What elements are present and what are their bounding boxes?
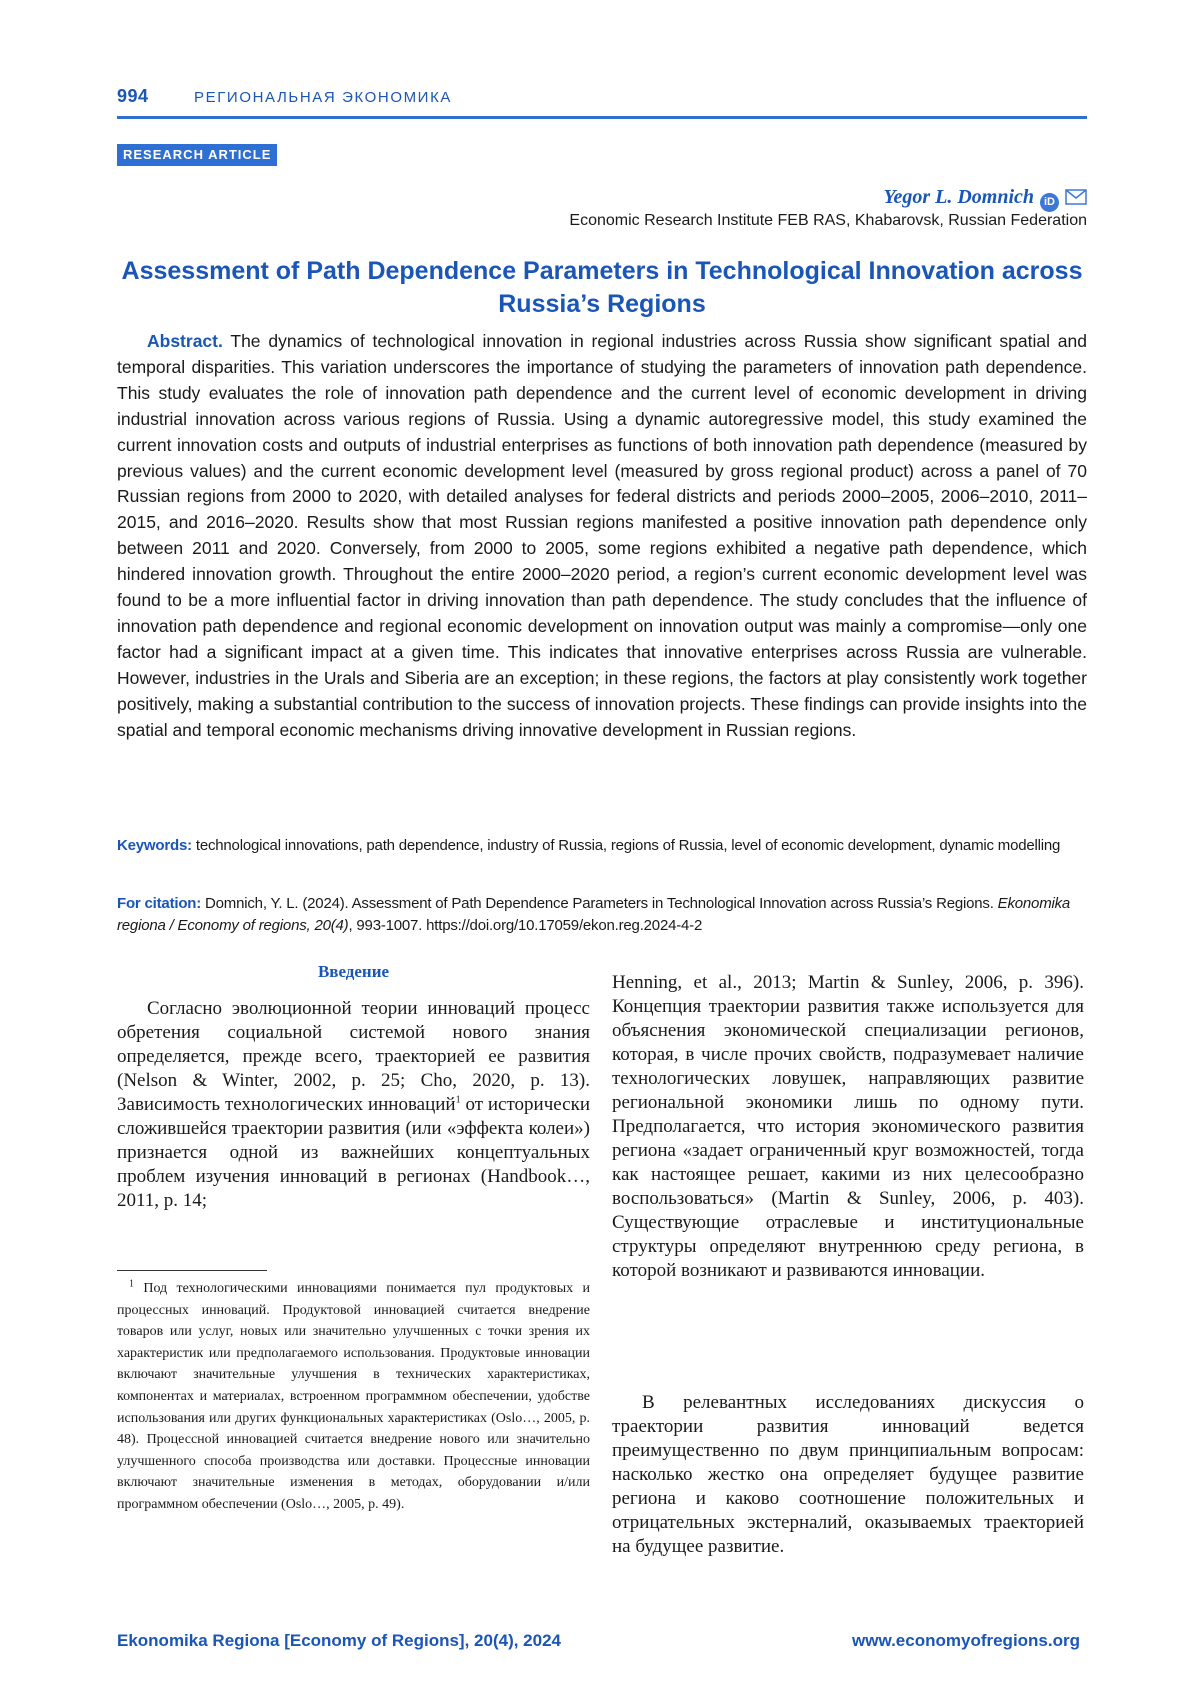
citation-label: For citation: — [117, 895, 202, 912]
citation — [117, 893, 1087, 937]
citation-text: Domnich, Y. L. (2024). Assessment of Path Dependence Parameters in Technological Innovation across Russia’s Regions. — [205, 895, 994, 912]
abstract-text: The dynamics of technological innovation in regional industries across Russia show significant spatial and temporal disparities. This variation underscores the importance of studying the parameters of innovation path dependence. This study evaluates the role of innovation path dependence and the current level of economic development in driving industrial innovation across various regions of Russia. Using a dynamic autoregressive model, this study examined the current innovation costs and outputs of industrial enterprises as functions of both innovation path dependence (measured by previous values) and the current economic development level (measured by gross regional product) across a panel of 70 Russian regions from 2000 to 2020, with detailed analyses for federal districts and periods 2000–2005, 2006–2010, 2011–2015, and 2016–2020. Results show that most Russian regions manifested a positive innovation path dependence only between 2011 and 2020. Conversely, from 2000 to 2005, some regions exhibited a negative path dependence, which hindered innovation growth. Throughout the entire 2000–2020 period, a region’s current economic development level was found to be a more influential factor in driving innovation than path dependence. The study concludes that the influence of innovation path dependence and regional economic development on innovation output was mainly a compromise—only one factor had a significant impact at a given time. This indicates that innovative enterprises across Russia are vulnerable. However, industries in the Urals and Siberia are an exception; in these regions, the factors at play consistently work together positively, making a substantial contribution to the success of innovation projects. These findings can provide insights into the spatial and temporal economic mechanisms driving innovative development in Russian regions. — [117, 331, 1087, 740]
keywords — [117, 835, 1087, 857]
page-number: 994 — [117, 86, 149, 106]
body-paragraph-cont: от исторически сложившейся траектории развития (или «эффекта колеи») признается одной из важнейших концептуальных проблем изучения инноваций в регионах (Handbook…, 2011, p. 14; — [117, 1094, 590, 1211]
journal-running-head: РЕГИОНАЛЬНАЯ ЭКОНОМИКА — [194, 89, 453, 106]
citation-doi[interactable]: , 993-1007. https://doi.org/10.17059/ekon.reg.2024-4-2 — [348, 917, 703, 934]
abstract — [117, 329, 1087, 744]
citation-journal: Ekonomika regiona / Economy of regions, 20(4) — [117, 895, 1071, 934]
body-paragraph: Согласно эволюционной теории инноваций процесс обретения социальной системой нового знания определяется, прежде всего, траекторией ее развития (Nelson & Winter, 2002, p. 25; Cho, 2020, p. 13). Зависимость технологических инноваций — [117, 998, 590, 1115]
section-heading: Введение — [317, 962, 390, 981]
footnote-number: 1 — [129, 1278, 134, 1290]
orcid-icon[interactable]: iD — [1040, 193, 1059, 212]
body-column-right-paragraph-1: Henning, et al., 2013; Martin & Sunley, 2006, p. 396). Концепция траектории развития также используется для объяснения экономической специализации регионов, которая, в числе прочих свойств, подразумевает наличие технологических ловушек, направляющих развитие региональной экономики лишь по одному пути. Предполагается, что история экономического развития региона «задает ограниченный круг возможностей, тогда как настоящее решает, какими из них целесообразно воспользоваться» (Martin & Sunley, 2006, p. 403). Существующие отраслевые и институциональные структуры определяют внутреннюю среду региона, в которой возникают и развиваются инновации. — [612, 972, 1084, 1281]
header-rule — [117, 116, 1087, 119]
footnote-marker[interactable]: 1 — [455, 1094, 461, 1106]
article-title: Assessment of Path Dependence Parameters in Technological Innovation across Russia’s Regions — [121, 257, 1083, 318]
body-column-right-paragraph-2: В релевантных исследованиях дискуссия о траектории развития инноваций ведется преимущественно по двум принципиальным вопросам: насколько жестко она определяет будущее развитие региона и каково соотношение положительных и отрицательных экстерналий, оказываемых траекторией на будущее развитие. — [612, 1392, 1084, 1557]
keywords-label: Keywords: — [117, 837, 192, 854]
article-type-badge: RESEARCH ARTICLE — [117, 144, 277, 166]
footnote — [117, 1278, 590, 1516]
abstract-label: Abstract. — [147, 331, 223, 351]
footnote-text: Под технологическими инновациями понимается пул продуктовых и процессных инноваций. Продуктовой инновацией считается внедрение товаров или услуг, новых или значительно улучшенных с точки зрения их характеристик или предполагаемого использования. Продуктовые инновации включают значительные улучшения в технических характеристиках, компонентах и материалах, встроенном программном обеспечении, удобстве использования или других функциональных характеристиках (Oslo…, 2005, p. 48). Процессной инновацией считается внедрение нового или значительно улучшенного способа производства или доставки. Процессные инновации включают значительные изменения в методах, оборудовании и/или программном обеспечении (Oslo…, 2005, p. 49). — [117, 1281, 590, 1512]
footer-url-link[interactable]: www.economyofregions.org — [852, 1631, 1080, 1650]
footer-journal: Ekonomika Regiona [Economy of Regions], 20(4), 2024 — [117, 1631, 561, 1650]
author-affiliation: Economic Research Institute FEB RAS, Khabarovsk, Russian Federation — [569, 212, 1087, 229]
body-column-left — [117, 997, 590, 1213]
footnote-rule — [117, 1270, 267, 1271]
email-icon[interactable] — [1065, 188, 1087, 211]
author-name: Yegor L. Domnich — [883, 186, 1034, 208]
keywords-text: technological innovations, path dependence, industry of Russia, regions of Russia, level of economic development, dynamic modelling — [195, 837, 1061, 854]
author-line — [883, 186, 1087, 212]
